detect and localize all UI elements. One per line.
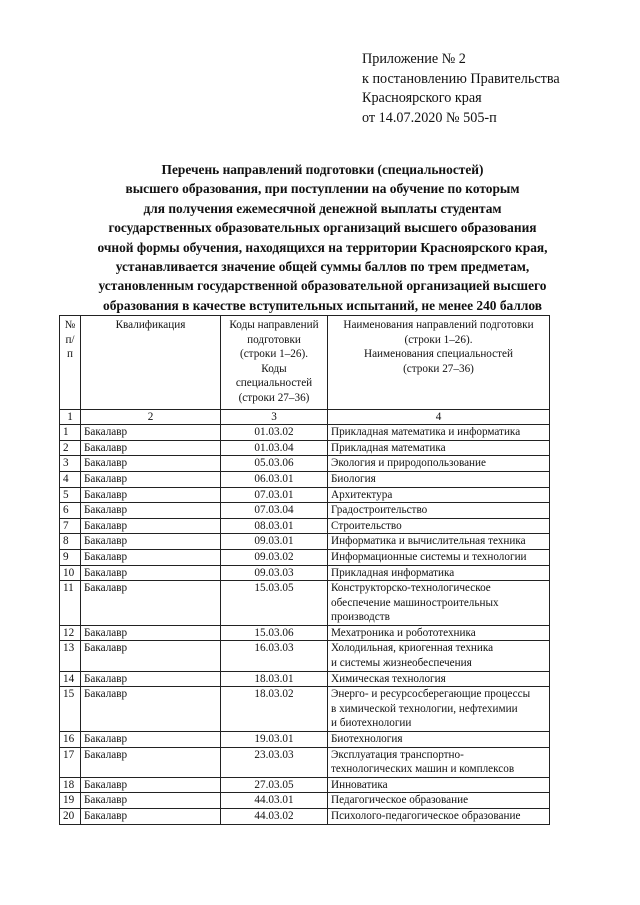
title-line: государственных образовательных организаций высшего образования [108, 220, 537, 236]
row-qualification: Бакалавр [81, 565, 221, 581]
table-row [60, 518, 550, 534]
row-number: 6 [60, 503, 81, 519]
table-row [60, 777, 550, 793]
column-number: 3 [221, 409, 328, 425]
row-number: 10 [60, 565, 81, 581]
row-qualification: Бакалавр [81, 518, 221, 534]
row-direction-name [328, 456, 550, 472]
row-code: 44.03.02 [221, 809, 328, 825]
row-code: 08.03.01 [221, 518, 328, 534]
direction-name-line: Градостроительство [331, 504, 428, 517]
row-qualification: Бакалавр [81, 581, 221, 626]
row-number: 15 [60, 687, 81, 732]
header-qualification: Квалификация [81, 316, 221, 410]
row-number: 16 [60, 732, 81, 748]
row-direction-name [328, 440, 550, 456]
row-number: 19 [60, 793, 81, 809]
row-qualification: Бакалавр [81, 456, 221, 472]
row-qualification: Бакалавр [81, 671, 221, 687]
row-code: 07.03.04 [221, 503, 328, 519]
row-direction-name [328, 518, 550, 534]
table-row [60, 487, 550, 503]
table-row [60, 456, 550, 472]
row-direction-name [328, 747, 550, 777]
row-number: 8 [60, 534, 81, 550]
row-direction-name [328, 793, 550, 809]
row-code: 06.03.01 [221, 471, 328, 487]
row-qualification: Бакалавр [81, 425, 221, 441]
direction-name-line: Психолого-педагогическое образование [331, 810, 521, 822]
row-number: 13 [60, 641, 81, 671]
direction-name-line: Мехатроника и робототехника [331, 626, 476, 639]
title-line: очной формы обучения, находящихся на территории Красноярского края, [97, 239, 548, 255]
row-number: 14 [60, 671, 81, 687]
row-code: 44.03.01 [221, 793, 328, 809]
row-code: 07.03.01 [221, 487, 328, 503]
row-qualification: Бакалавр [81, 687, 221, 732]
row-code: 18.03.01 [221, 671, 328, 687]
column-number-row [60, 409, 550, 425]
direction-name-line: Прикладная математика и информатика [331, 426, 521, 439]
direction-name-line: Прикладная информатика [331, 566, 455, 579]
row-code: 01.03.02 [221, 425, 328, 441]
row-qualification: Бакалавр [81, 809, 221, 825]
direction-name-line: Строительство [331, 519, 402, 532]
row-direction-name [328, 425, 550, 441]
row-code: 23.03.03 [221, 747, 328, 777]
table-body [60, 425, 550, 824]
row-code: 09.03.03 [221, 565, 328, 581]
table-row [60, 732, 550, 748]
row-number: 3 [60, 456, 81, 472]
row-code: 09.03.01 [221, 534, 328, 550]
table-row [60, 534, 550, 550]
table-row [60, 581, 550, 626]
direction-name-line: Энерго- и ресурсосберегающие процессы [331, 688, 531, 701]
direction-name-line: Конструкторско-технологическое [331, 582, 491, 595]
title-line: установленным государственной образовательной организацией высшего [98, 278, 547, 294]
appendix-line: к постановлению Правительства [362, 70, 560, 87]
column-number: 4 [328, 409, 550, 425]
appendix-line: Красноярского края [362, 90, 482, 106]
row-number: 20 [60, 809, 81, 825]
appendix-line: Приложение № 2 [362, 51, 466, 67]
row-qualification: Бакалавр [81, 747, 221, 777]
row-qualification: Бакалавр [81, 471, 221, 487]
header-codes: Коды направлений подготовки (строки 1–26). Коды специальностей (строки 27–36) [221, 316, 328, 410]
table-row [60, 671, 550, 687]
direction-name-line: производств [331, 611, 390, 624]
table-row [60, 425, 550, 441]
direction-name-line: Прикладная математика [331, 441, 446, 454]
row-number: 9 [60, 549, 81, 565]
row-qualification: Бакалавр [81, 487, 221, 503]
table-row [60, 809, 550, 825]
row-direction-name [328, 534, 550, 550]
title-line: для получения ежемесячной денежной выплаты студентам [143, 200, 502, 216]
row-number: 5 [60, 487, 81, 503]
row-code: 09.03.02 [221, 549, 328, 565]
title-line: высшего образования, при поступлении на обучение по которым [125, 181, 520, 197]
table-row [60, 793, 550, 809]
row-qualification: Бакалавр [81, 549, 221, 565]
column-number: 2 [81, 409, 221, 425]
table-row [60, 641, 550, 671]
table-row [60, 471, 550, 487]
table-row [60, 440, 550, 456]
table-row [60, 565, 550, 581]
row-code: 18.03.02 [221, 687, 328, 732]
row-direction-name [328, 809, 550, 825]
row-code: 15.03.06 [221, 625, 328, 641]
direction-name-line: и системы жизнеобеспечения [331, 657, 472, 670]
row-code: 19.03.01 [221, 732, 328, 748]
row-direction-name [328, 732, 550, 748]
row-direction-name [328, 625, 550, 641]
direction-name-line: Инноватика [331, 778, 388, 791]
directions-table [59, 315, 550, 825]
appendix-line: от 14.07.2020 № 505-п [362, 109, 497, 126]
row-qualification: Бакалавр [81, 534, 221, 550]
row-number: 2 [60, 440, 81, 456]
row-code: 01.03.04 [221, 440, 328, 456]
row-code: 05.03.06 [221, 456, 328, 472]
title-line: образования в качестве вступительных испытаний, не менее 240 баллов [103, 297, 542, 313]
header-names: Наименования направлений подготовки (строки 1–26). Наименования специальностей (строки 27–36) [328, 316, 550, 410]
direction-name-line: технологических машин и комплексов [331, 763, 515, 776]
row-number: 1 [60, 425, 81, 441]
row-direction-name [328, 671, 550, 687]
direction-name-line: Химическая технология [331, 672, 446, 685]
appendix-block [362, 50, 632, 128]
title-line: Перечень направлений подготовки (специальностей) [161, 162, 484, 177]
direction-name-line: Холодильная, криогенная техника [331, 642, 494, 655]
row-direction-name [328, 487, 550, 503]
row-qualification: Бакалавр [81, 625, 221, 641]
direction-name-line: обеспечение машиностроительных [331, 596, 499, 609]
row-number: 4 [60, 471, 81, 487]
direction-name-line: Биология [331, 472, 376, 485]
row-direction-name [328, 549, 550, 565]
table-row [60, 687, 550, 732]
direction-name-line: Педагогическое образование [331, 794, 469, 807]
row-direction-name [328, 641, 550, 671]
row-number: 17 [60, 747, 81, 777]
table-row [60, 549, 550, 565]
row-qualification: Бакалавр [81, 440, 221, 456]
row-code: 27.03.05 [221, 777, 328, 793]
direction-name-line: и биотехнологии [331, 717, 412, 730]
table-header-row [60, 316, 550, 410]
row-direction-name [328, 565, 550, 581]
row-number: 7 [60, 518, 81, 534]
row-direction-name [328, 503, 550, 519]
row-direction-name [328, 687, 550, 732]
direction-name-line: Архитектура [331, 488, 393, 501]
direction-name-line: Информатика и вычислительная техника [331, 535, 526, 548]
direction-name-line: Биотехнология [331, 733, 403, 746]
direction-name-line: Информационные системы и технологии [331, 550, 527, 563]
row-qualification: Бакалавр [81, 793, 221, 809]
row-code: 16.03.03 [221, 641, 328, 671]
row-number: 11 [60, 581, 81, 626]
row-qualification: Бакалавр [81, 641, 221, 671]
row-number: 18 [60, 777, 81, 793]
table-row [60, 503, 550, 519]
column-number: 1 [60, 409, 81, 425]
row-qualification: Бакалавр [81, 503, 221, 519]
row-code: 15.03.05 [221, 581, 328, 626]
row-qualification: Бакалавр [81, 732, 221, 748]
row-qualification: Бакалавр [81, 777, 221, 793]
header-num: № п/п [60, 316, 81, 410]
direction-name-line: Эксплуатация транспортно- [331, 748, 464, 761]
document-title [40, 160, 605, 315]
row-number: 12 [60, 625, 81, 641]
direction-name-line: в химической технологии, нефтехимии [331, 702, 518, 715]
row-direction-name [328, 471, 550, 487]
row-direction-name [328, 581, 550, 626]
table-row [60, 747, 550, 777]
title-line: устанавливается значение общей суммы баллов по трем предметам, [115, 259, 530, 275]
table-row [60, 625, 550, 641]
direction-name-line: Экология и природопользование [331, 457, 487, 470]
row-direction-name [328, 777, 550, 793]
